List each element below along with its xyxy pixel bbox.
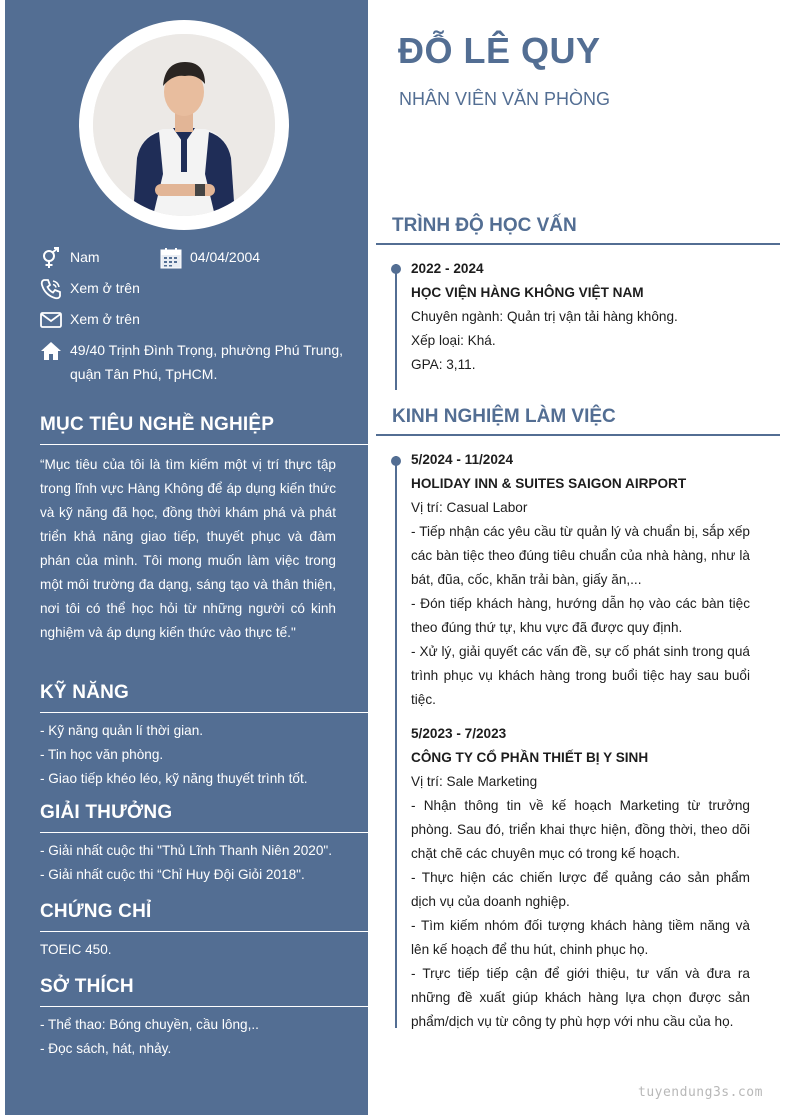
objective-heading: MỤC TIÊU NGHỀ NGHIỆP (40, 414, 368, 445)
job-entry (411, 722, 750, 1034)
gender-icon (40, 247, 62, 269)
job-company: CÔNG TY CỔ PHẦN THIẾT BỊ Y SINH (411, 750, 649, 765)
list-item: - Kỹ năng quản lí thời gian. (40, 723, 204, 738)
job-period: 5/2023 - 7/2023 (411, 726, 507, 741)
address-row (40, 338, 360, 388)
experience-heading: KINH NGHIỆM LÀM VIỆC (376, 406, 780, 436)
address-line-2: quận Tân Phú, TpHCM. (70, 366, 218, 382)
email-text: Xem ở trên (70, 311, 140, 327)
job-duty: - Tìm kiếm nhóm đối tượng khách hàng tiềm năng và lên kế hoạch để thu hút, chinh phục họ. (411, 918, 750, 957)
education-heading: TRÌNH ĐỘ HỌC VẤN (376, 215, 780, 245)
profile-photo (93, 34, 275, 216)
timeline-dot (391, 264, 401, 274)
avatar-frame (79, 20, 289, 230)
job-duty: - Tiếp nhận các yêu cầu từ quản lý và chuẩn bị, sắp xếp các bàn tiệc theo đúng tiêu chuẩn của nhà hàng, như là bát, đũa, cốc, khăn trải bàn, giấy ăn,... (411, 524, 750, 587)
address-line-1: 49/40 Trịnh Đình Trọng, phường Phú Trung, (70, 342, 344, 358)
job-duty: - Xử lý, giải quyết các vấn đề, sự cố phát sinh trong quá trình phục vụ khách hàng trong buổi tiệc hay sau buổi tiệc. (411, 644, 750, 707)
calendar-icon (160, 247, 182, 269)
education-gpa: GPA: 3,11. (411, 357, 476, 372)
candidate-name: ĐỖ LÊ QUY (398, 30, 601, 71)
awards-heading: GIẢI THƯỞNG (40, 802, 368, 833)
education-entry (411, 257, 750, 377)
list-item: - Tin học văn phòng. (40, 747, 164, 762)
list-item: TOEIC 450. (40, 942, 112, 957)
birthdate-text: 04/04/2004 (190, 249, 261, 265)
timeline-dot (391, 456, 401, 466)
job-entry (411, 448, 750, 712)
job-position: Vị trí: Sale Marketing (411, 774, 538, 789)
job-position: Vị trí: Casual Labor (411, 500, 528, 515)
job-duty: - Trực tiếp tiếp cận để giới thiệu, tư vấn và đưa ra những đề xuất giúp khách hàng lựa chọn được sản phẩm/dịch vụ từ công ty phù hợp với nhu cầu của họ. (411, 966, 750, 1029)
awards-list (40, 839, 336, 887)
certificates-list (40, 938, 336, 962)
list-item: - Giải nhất cuộc thi “Chỉ Huy Đội Giỏi 2018". (40, 867, 305, 882)
job-duty: - Thực hiện các chiến lược để quảng cáo sản phẩm dịch vụ của doanh nghiệp. (411, 870, 750, 909)
mail-icon (40, 309, 62, 331)
education-rank: Xếp loại: Khá. (411, 333, 496, 348)
gender-text: Nam (70, 249, 100, 265)
list-item: - Đọc sách, hát, nhảy. (40, 1041, 172, 1056)
home-icon (40, 340, 62, 362)
job-company: HOLIDAY INN & SUITES SAIGON AIRPORT (411, 476, 687, 491)
job-duty: - Nhận thông tin về kế hoạch Marketing từ trưởng phòng. Sau đó, triển khai thực hiện, đồng thời, theo dõi chặt chẽ các chuyên mục có trong kế hoạch. (411, 798, 750, 861)
list-item: - Thể thao: Bóng chuyền, cầu lông,.. (40, 1017, 259, 1032)
job-duty: - Đón tiếp khách hàng, hướng dẫn họ vào các bàn tiệc theo đúng thứ tự, khu vực đã được quy định. (411, 596, 750, 635)
phone-text: Xem ở trên (70, 280, 140, 296)
education-major: Chuyên ngành: Quản trị vận tải hàng không. (411, 309, 678, 324)
skills-list (40, 719, 336, 791)
list-item: - Giải nhất cuộc thi "Thủ Lĩnh Thanh Niên 2020". (40, 843, 333, 858)
watermark: tuyendung3s.com (638, 1085, 763, 1100)
sidebar (5, 0, 368, 1115)
list-item: - Giao tiếp khéo léo, kỹ năng thuyết trình tốt. (40, 771, 308, 786)
job-title: NHÂN VIÊN VĂN PHÒNG (399, 89, 611, 109)
objective-text: “Mục tiêu của tôi là tìm kiếm một vị trí thực tập trong lĩnh vực Hàng Không để áp dụng kiến thức và kỹ năng đã học, đồng thời khám phá và phát triển khả năng giao tiếp, thuyết phục và đàm phán của mình. Tôi mong muốn làm việc trong một môi trường đa dạng, sáng tạo và thân thiện, nơi tôi có thể học hỏi từ những người có kinh nghiệm và áp dụng kiến thức vào thực tế." (40, 457, 336, 640)
avatar (93, 34, 275, 216)
skills-heading: KỸ NĂNG (40, 682, 368, 713)
education-school: HỌC VIỆN HÀNG KHÔNG VIỆT NAM (411, 285, 644, 300)
hobbies-heading: SỞ THÍCH (40, 976, 368, 1007)
certificates-heading: CHỨNG CHỈ (40, 901, 368, 932)
timeline-line (395, 264, 397, 390)
job-period: 5/2024 - 11/2024 (411, 452, 514, 467)
timeline-line (395, 456, 397, 1028)
hobbies-list (40, 1013, 336, 1061)
phone-icon (40, 278, 62, 300)
education-period: 2022 - 2024 (411, 261, 484, 276)
